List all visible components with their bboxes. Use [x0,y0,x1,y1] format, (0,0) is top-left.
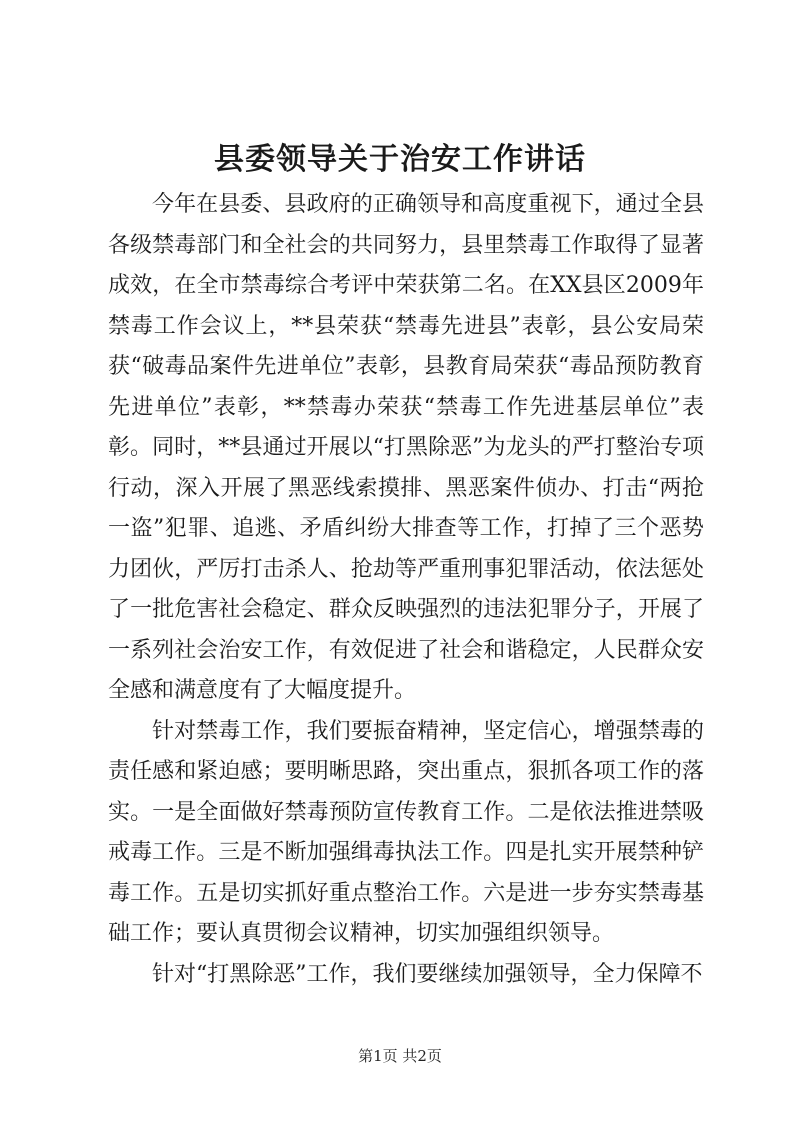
document-body [108,185,704,995]
paragraph-3: 针对“打黑除恶”工作，我们要继续加强领导，全力保障不 [152,961,703,987]
document-title: 县委领导关于治安工作讲话 [214,142,586,177]
page-number-footer: 第1页 共2页 [358,1047,442,1065]
paragraph-1: 今年在县委、县政府的正确领导和高度重视下，通过全县各级禁毒部门和全社会的共同努力，县里禁毒工作取得了显著成效，在全市禁毒综合考评中荣获第二名。在XX县区2009年禁毒工作会议上，**县荣获“禁毒先进县”表彰，县公安局荣获“破毒品案件先进单位”表彰，县教育局荣获“毒品预防教育先进单位”表彰，**禁毒办荣获“禁毒工作先进基层单位”表彰。同时，**县通过开展以“打黑除恶”为龙头的严打整治专项行动，深入开展了黑恶线索摸排、黑恶案件侦办、打击“两抢一盗”犯罪、追逃、矛盾纠纷大排查等工作，打掉了三个恶势力团伙，严厉打击杀人、抢劫等严重刑事犯罪活动，依法惩处了一批危害社会稳定、群众反映强烈的违法犯罪分子，开展了一系列社会治安工作，有效促进了社会和谐稳定，人民群众安全感和满意度有了大幅度提升。 [108,192,704,703]
paragraph-2: 针对禁毒工作，我们要振奋精神，坚定信心，增强禁毒的责任感和紧迫感；要明晰思路，突出重点，狠抓各项工作的落实。一是全面做好禁毒预防宣传教育工作。二是依法推进禁吸戒毒工作。三是不断加强缉毒执法工作。四是扎实开展禁种铲毒工作。五是切实抓好重点整治工作。六是进一步夯实禁毒基础工作；要认真贯彻会议精神，切实加强组织领导。 [108,718,704,946]
